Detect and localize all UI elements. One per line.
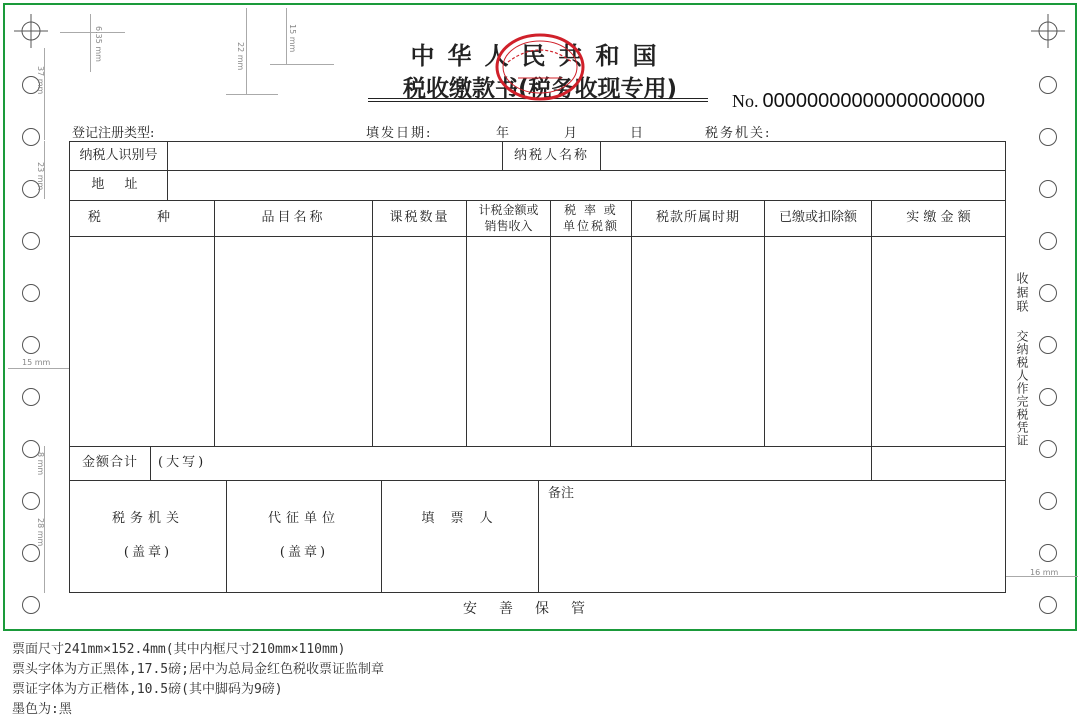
sprocket-hole [1039,128,1057,146]
sprocket-hole [1039,440,1057,458]
sprocket-hole [22,544,40,562]
form-subtitle: 税收缴款书(税务收现专用) [402,76,678,102]
total-capital-label: (大写) [158,455,207,471]
agent-unit-label: 代征单位 [267,510,340,526]
col-actual-amount: 实 缴 金 额 [906,210,971,226]
total-label: 金额合计 [81,455,138,471]
issue-date-label: 填发日期: [366,126,433,141]
spec-note: 票证字体为方正楷体,10.5磅(其中脚码为9磅) [12,682,283,697]
dimension-label: 37 mm [36,66,45,95]
copy-purpose-label: 交纳税人作完税凭证 [1015,330,1029,447]
dimension-label: 6.35 mm [94,26,103,62]
tax-authority-stamp-label: 税务机关 [111,510,184,526]
item-name-cell[interactable] [215,237,372,446]
taxpayer-id-field[interactable] [168,142,502,170]
sprocket-hole [1039,388,1057,406]
tax-authority-seal-label: (盖章) [123,544,173,560]
sprocket-hole [22,388,40,406]
sprocket-hole [1039,284,1057,302]
sprocket-hole [1039,336,1057,354]
taxable-quantity-cell[interactable] [373,237,466,446]
taxpayer-name-field[interactable] [601,142,1005,170]
issue-month-label: 月 [564,126,578,141]
dimension-label: 22 mm [236,42,245,71]
sprocket-hole [1039,544,1057,562]
dimension-label: 28 mm [36,518,45,547]
tax-authority-label: 税务机关: [705,126,772,141]
sprocket-hole [22,128,40,146]
issue-year-label: 年 [496,126,510,141]
registration-type-label: 登记注册类型: [72,126,155,141]
address-field[interactable] [168,171,1005,200]
col-taxable-amount: 计税金额或 销售收入 [478,202,539,233]
spec-note: 墨色为:黑 [12,702,72,717]
agent-unit-seal-label: (盖章) [279,544,329,560]
filler-label: 填 票 人 [421,510,499,526]
total-capital-field[interactable] [280,447,870,480]
dimension-label: 16 mm [1030,568,1059,577]
form-title: 中华人民共和国 [410,42,670,70]
dimension-label: 15 mm [22,358,51,367]
dimension-label: 8 mm [36,452,45,476]
address-label: 地 址 [91,177,146,193]
taxpayer-id-label: 纳税人识别号 [79,147,158,163]
col-tax-type: 税 种 [87,210,197,226]
actual-amount-cell[interactable] [872,237,1005,446]
tax-type-cell[interactable] [70,237,214,446]
taxable-amount-cell[interactable] [467,237,550,446]
spec-note: 票头字体为方正黑体,17.5磅;居中为总局金红色税收票证监制章 [12,662,384,677]
sprocket-hole [1039,232,1057,250]
col-tax-period: 税款所属时期 [655,210,740,226]
col-paid-deducted: 已缴或扣除额 [778,210,857,226]
tax-seal-icon [494,32,586,102]
crosshair-icon [1031,14,1065,48]
spec-note: 票面尺寸241mm×152.4mm(其中内框尺寸210mm×110mm) [12,642,346,657]
sprocket-hole [1039,76,1057,94]
keep-safe-label: 安善保管 [463,601,607,617]
col-item-name: 品目名称 [261,210,326,226]
col-taxable-quantity: 课税数量 [389,210,450,226]
tax-rate-cell[interactable] [551,237,631,446]
taxpayer-name-label: 纳税人名称 [513,147,589,163]
sprocket-hole [22,232,40,250]
remarks-label: 备注 [548,485,575,501]
total-amount-field[interactable] [872,447,1005,480]
tax-period-cell[interactable] [632,237,764,446]
sprocket-hole [22,336,40,354]
crosshair-icon [14,14,48,48]
sprocket-hole [22,492,40,510]
serial-number: No. 00000000000000000000 [732,90,985,112]
copy-name-label: 收据联 [1015,272,1029,314]
dimension-label: 23 mm [36,162,45,191]
col-tax-rate: 税 率 或 单位税额 [562,202,619,233]
paid-deducted-cell[interactable] [765,237,871,446]
remarks-field[interactable] [539,505,1005,592]
sprocket-hole [22,284,40,302]
issue-day-label: 日 [630,126,644,141]
sprocket-hole [22,596,40,614]
sprocket-hole [1039,492,1057,510]
sprocket-hole [1039,596,1057,614]
sprocket-hole [1039,180,1057,198]
dimension-label: 15 mm [288,24,297,53]
